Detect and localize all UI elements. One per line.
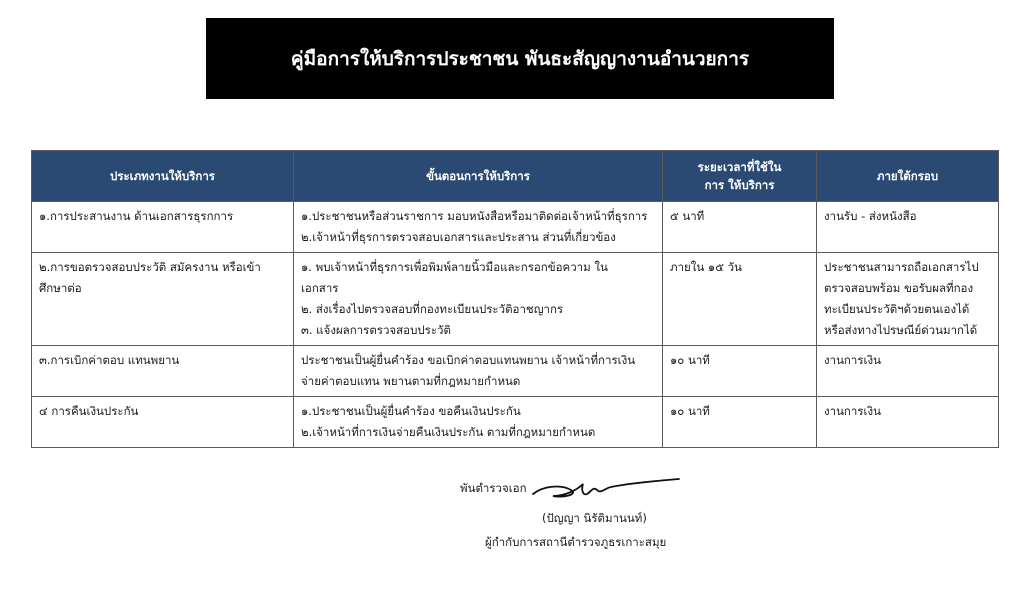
step-line: จ่ายค่าตอบแทน พยานตามที่กฎหมายกำหนด [301,374,521,388]
cell-service-type: ๔ การคืนเงินประกัน [32,397,294,448]
table-header-row [32,151,999,202]
cell-framework: งานรับ - ส่งหนังสือ [817,202,999,253]
cell-framework: งานการเงิน [817,397,999,448]
cell-framework: ประชาชนสามารถถือเอกสารไปตรวจสอบพร้อม ขอรับผลที่กองทะเบียนประวัติฯด้วยตนเองได้ หรือส่งทางไปรษณีย์ด่วนมากได้ [817,253,999,346]
header-service-type: ประเภทงานให้บริการ [32,151,294,202]
signature-row [460,476,720,502]
table-row [32,346,999,397]
cell-service-steps [294,202,663,253]
cell-service-type: ๒.การขอตรวจสอบประวัติ สมัครงาน หรือเข้าศึกษาต่อ [32,253,294,346]
step-line: ๒. ส่งเรื่องไปตรวจสอบที่กองทะเบียนประวัติอาชญากร [301,302,564,316]
step-line: ๒.เจ้าหน้าที่การเงินจ่ายคืนเงินประกัน ตามที่กฎหมายกำหนด [301,425,596,439]
signature-block [460,476,720,549]
cell-service-steps [294,397,663,448]
service-table [31,150,999,448]
cell-service-time: ๑๐ นาที [663,397,817,448]
signer-name: (ปัญญา นิรัติมานนท์) [542,511,647,525]
table-row [32,253,999,346]
header-service-time-text: ระยะเวลาที่ใช้ในการ ให้บริการ [697,160,782,192]
signer-position: ผู้กำกับการสถานีตำรวจภูธรเกาะสมุย [485,535,667,549]
cell-service-steps [294,346,663,397]
table-row [32,397,999,448]
handwritten-signature [531,476,681,502]
step-line: เอกสาร [301,281,339,295]
header-service-time [663,151,817,202]
cell-service-time: ภายใน ๑๕ วัน [663,253,817,346]
step-line: ๓. แจ้งผลการตรวจสอบประวัติ [301,323,451,337]
step-line: ๑.ประชาชนเป็นผู้ยื่นคำร้อง ขอคืนเงินประกัน [301,404,521,418]
signer-rank: พันตำรวจเอก [460,481,527,495]
cell-service-type: ๑.การประสานงาน ด้านเอกสารธุรกการ [32,202,294,253]
header-service-steps: ขั้นตอนการให้บริการ [294,151,663,202]
cell-service-type: ๓.การเบิกค่าตอบ แทนพยาน [32,346,294,397]
header-framework: ภายใต้กรอบ [817,151,999,202]
step-line: ๑.ประชาชนหรือส่วนราชการ มอบหนังสือหรือมาติดต่อเจ้าหน้าที่ธุรการ [301,209,648,223]
cell-service-time: ๕ นาที [663,202,817,253]
cell-service-time: ๑๐ นาที [663,346,817,397]
step-line: ๒.เจ้าหน้าที่ธุรการตรวจสอบเอกสารและประสาน ส่วนที่เกี่ยวข้อง [301,230,616,244]
cell-service-steps [294,253,663,346]
step-line: ประชาชนเป็นผู้ยื่นคำร้อง ขอเบิกค่าตอบแทนพยาน เจ้าหน้าที่การเงิน [301,353,636,367]
table-row [32,202,999,253]
document-title: คู่มือการให้บริการประชาชน พันธะสัญญางานอำนวยการ [290,47,750,70]
step-line: ๑. พบเจ้าหน้าที่ธุรการเพื่อพิมพ์ลายนิ้วมือและกรอกข้อความ ใน [301,260,608,274]
document-title-box [206,18,834,99]
cell-framework: งานการเงิน [817,346,999,397]
